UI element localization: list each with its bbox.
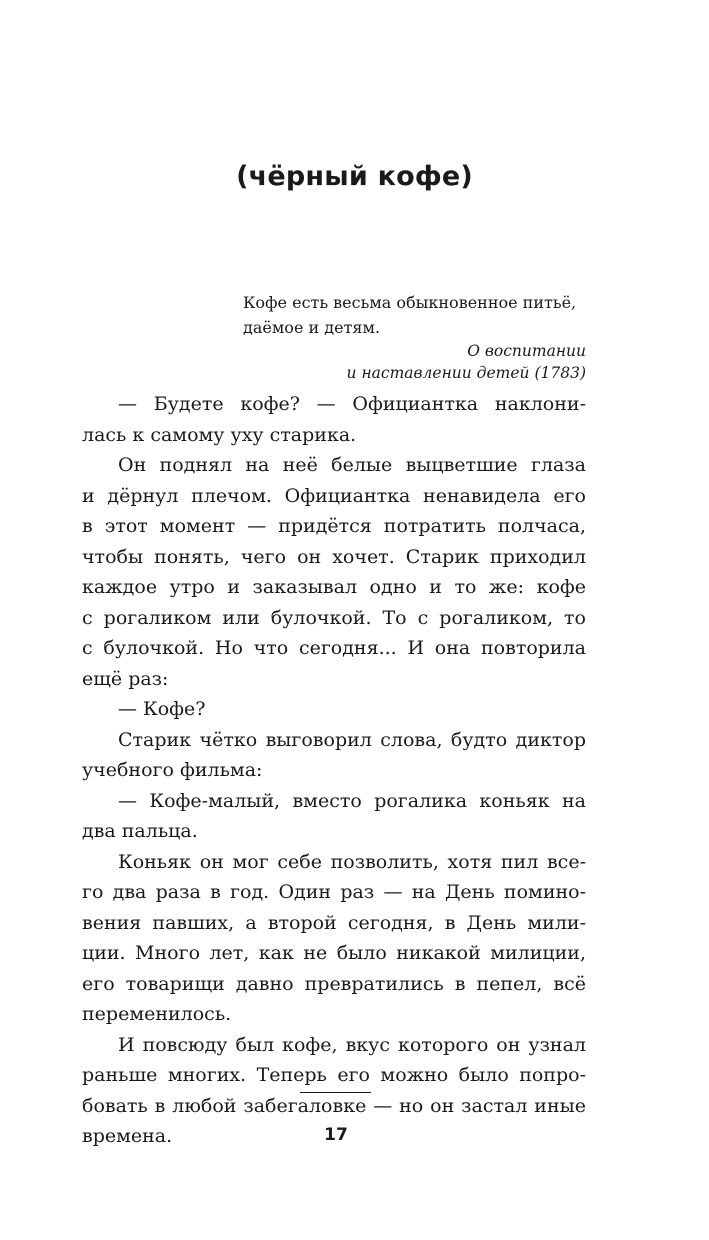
text-line: времена. [82,1125,173,1147]
text-line: ещё раз: [82,667,169,690]
text-line: ции. Много лет, как не было никакой милиции, [82,942,586,964]
text-line: вения павших, а второй сегодня, в День мили- [82,911,586,934]
text-line: в этот момент — придётся потратить полчаса, [82,515,586,537]
text-line: Старик чётко выговорил слова, будто диктор [118,728,586,751]
text-line: каждое утро и заказывал одно и то же: кофе [82,576,586,598]
text-line: с рогаликом или булочкой. То с рогаликом, то [82,606,586,629]
footer-rule [300,1092,371,1093]
epigraph-quote-line: Кофе есть весьма обыкновенное питьё, [243,293,577,312]
text-line: — Кофе? [118,698,206,720]
text-line: с булочкой. Но что сегодня... И она повторила [82,637,586,659]
text-line: го два раза в год. Один раз — на День помино- [82,881,586,903]
chapter-title: (чёрный кофе) [236,161,473,192]
text-line: — Кофе-малый, вместо рогалика коньяк на [118,789,586,812]
text-line: Коньяк он мог себе позволить, хотя пил все- [118,850,586,873]
text-line: лась к самому уху старика. [82,423,357,446]
text-line: чтобы понять, чего он хочет. Старик приходил [82,545,586,568]
epigraph-source-line: и наставлении детей (1783) [346,364,586,382]
text-line: его товарищи давно превратились в пепел, всё [82,972,586,995]
text-line: Он поднял на неё белые выцветшие глаза [118,454,586,476]
epigraph-source [243,340,586,384]
text-line: и дёрнул плечом. Официантка ненавидела его [82,484,586,507]
text-line: раньше многих. Теперь его можно было попро- [82,1064,586,1086]
epigraph-quote-line: даёмое и детям. [243,318,381,337]
text-line: — Будете кофе? — Официантка наклони- [118,393,586,415]
epigraph [243,290,586,384]
epigraph-quote [243,290,586,340]
page-number: 17 [324,1125,348,1145]
text-line: учебного фильма: [82,759,263,781]
epigraph-source-line: О воспитании [467,342,586,360]
text-line: два пальца. [82,820,198,842]
text-line: И повсюду был кофе, вкус которого он узнал [118,1033,586,1056]
text-line: переменилось. [82,1003,232,1025]
body-text [82,389,586,1152]
text-line: бовать в любой забегаловке — но он застал иные [82,1094,586,1117]
